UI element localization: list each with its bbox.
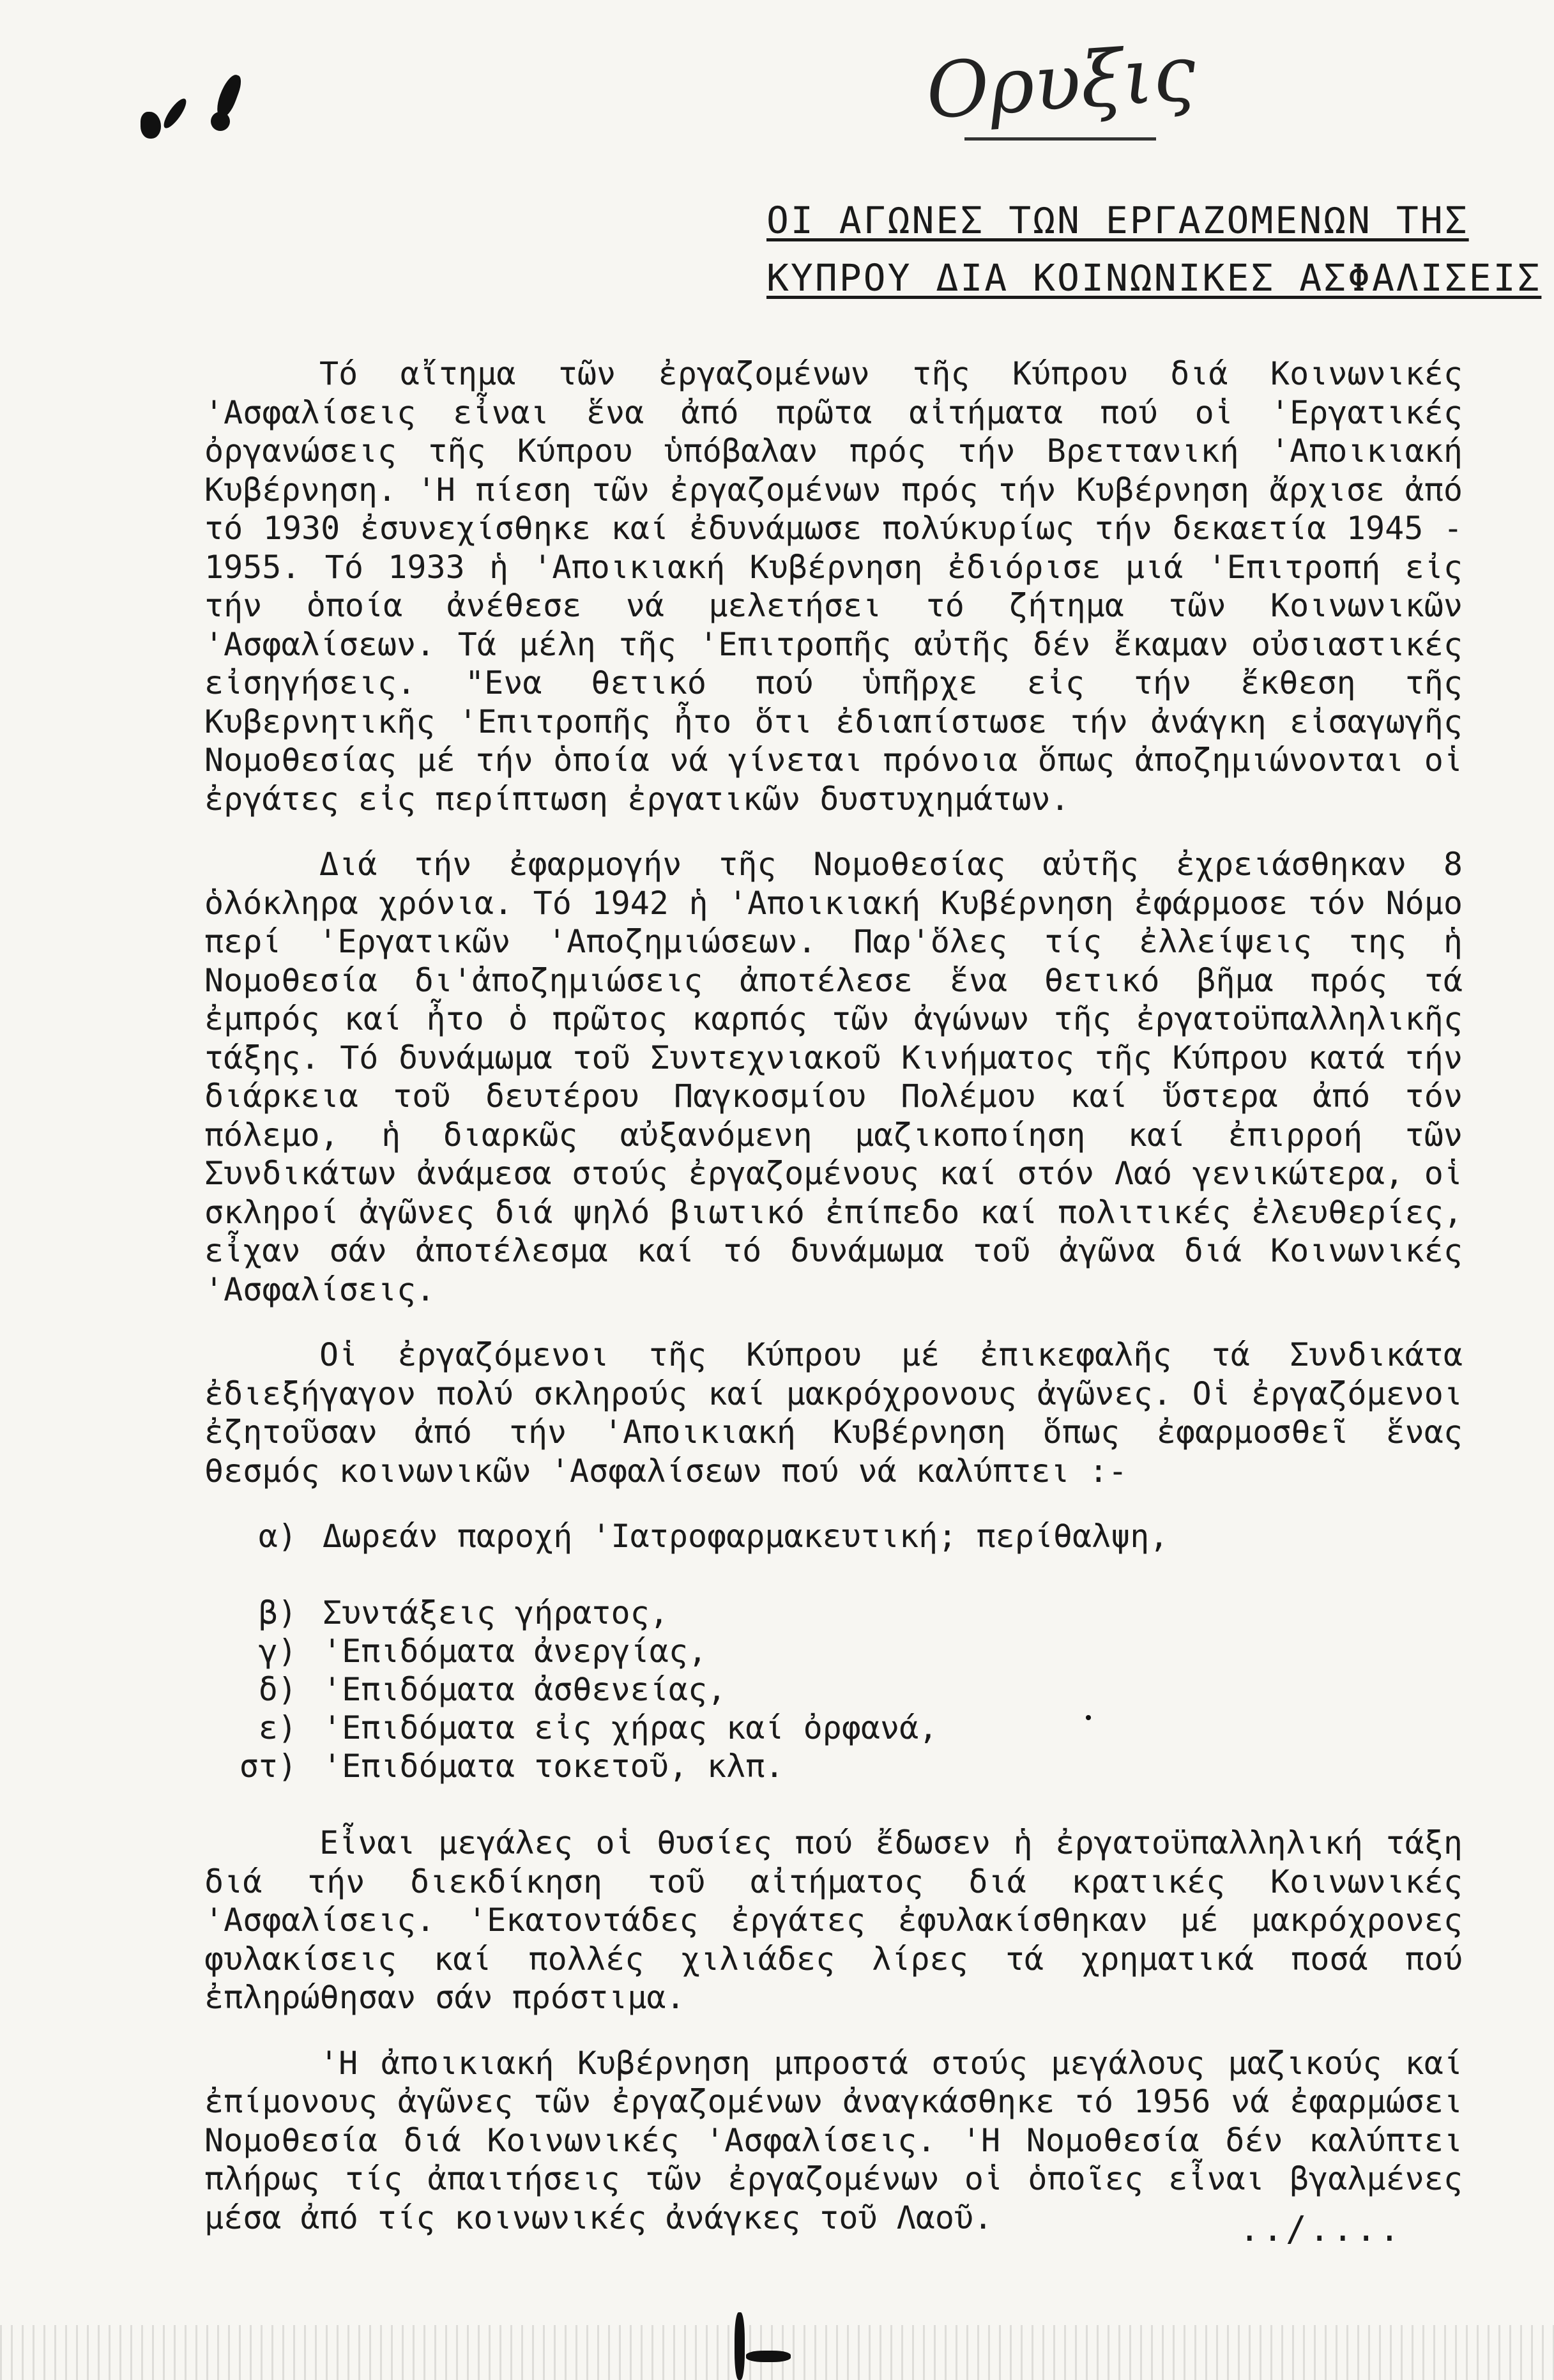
ink-blot bbox=[211, 112, 230, 131]
list-text: Συντάξεις γήρατος, bbox=[323, 1594, 669, 1631]
list-text: 'Επιδόματα ἀνεργίας, bbox=[323, 1633, 708, 1670]
continuation-mark: ../.... bbox=[1239, 2209, 1403, 2249]
paragraph: Τό αἴτημα τῶν ἐργαζομένων τῆς Κύπρου διά Κοινωνικές 'Ασφαλίσεις εἶναι ἕνα ἀπό πρῶτα αἰτήματα πού οἱ 'Εργατικές ὀργανώσεις τῆς Κύπρου ὑπόβαλαν πρός τήν Βρεττανική 'Αποικιακή Κυβέρνηση. 'Η πίεση τῶν ἐργαζομένων πρός τήν Κυβέρνηση ἄρχισε ἀπό τό 1930 ἐσυνεχίσθηκε καί ἐδυνάμωσε πολύκυρίως τήν δεκαετία 1945 - 1955. Τό 1933 ἡ 'Αποικιακή Κυβέρνηση ἐδιόρισε μιά 'Επιτροπή εἰς τήν ὁποία ἀνέθεσε νά μελετήσει τό ζήτημα τῶν Κοινωνικῶν 'Ασφαλίσεων. Τά μέλη τῆς 'Επιτροπῆς αὐτῆς δέν ἔκαμαν οὐσιαστικές εἰσηγήσεις. "Ενα θετικό πού ὑπῆρχε εἰς τήν ἔκθεση τῆς Κυβερνητικῆς 'Επιτροπῆς ἦτο ὅτι ἐδιαπίστωσε τήν ἀνάγκη εἰσαγωγῆς Νομοθεσίας μέ τήν ὁποία νά γίνεται πρόνοια ὅπως ἀποζημιώνονται οἱ ἐργάτες εἰς περίπτωση ἐργατικῶν δυστυχημάτων. bbox=[204, 355, 1463, 818]
paragraph: 'Η ἀποικιακή Κυβέρνηση μπροστά στούς μεγάλους μαζικούς καί ἐπίμονους ἀγῶνες τῶν ἐργαζομένων ἀναγκάσθηκε τό 1956 νά ἐφαρμώσει Νομοθεσία διά Κοινωνικές 'Ασφαλίσεις. 'Η Νομοθεσία δέν καλύπτει πλήρως τίς ἀπαιτήσεις τῶν ἐργαζομένων οἱ ὁποῖες εἶναι βγαλμένες μέσα ἀπό τίς κοινωνικές ἀνάγκες τοῦ Λαοῦ. bbox=[204, 2044, 1463, 2236]
list-item bbox=[204, 1747, 1463, 1785]
binding-mark bbox=[735, 2312, 745, 2380]
paragraph: Οἱ ἐργαζόμενοι τῆς Κύπρου μέ ἐπικεφαλῆς τά Συνδικάτα ἐδιεξήγαγον πολύ σκληρούς καί μακρόχρονους ἀγῶνες. Οἱ ἐργαζόμενοι ἐζητοῦσαν ἀπό τήν 'Αποικιακή Κυβέρνηση ὅπως ἐφαρμοσθεῖ ἕνας θεσμός κοινωνικῶν 'Ασφαλίσεων πού νά καλύπτει :- bbox=[204, 1336, 1463, 1490]
handwritten-note: Ορυξις bbox=[923, 29, 1199, 137]
list-marker: γ) bbox=[258, 1633, 297, 1670]
list-text: 'Επιδόματα εἰς χήρας καί ὀρφανά, bbox=[323, 1709, 938, 1746]
list-text: 'Επιδόματα τοκετοῦ, κλπ. bbox=[323, 1748, 784, 1785]
list-text: Δωρεάν παροχή 'Ιατροφαρμακευτική; περίθαλψη, bbox=[323, 1518, 1169, 1555]
binding-mark bbox=[746, 2351, 791, 2362]
list-item bbox=[204, 1517, 1463, 1555]
list-item bbox=[204, 1709, 1463, 1747]
ink-blot bbox=[141, 112, 161, 139]
paragraph: Εἶναι μεγάλες οἱ θυσίες πού ἔδωσεν ἡ ἐργατοϋπαλληλική τάξη διά τήν διεκδίκηση τοῦ αἰτήματος διά κρατικές Κοινωνικές 'Ασφαλίσεις. 'Εκατοντάδες ἐργάτες ἐφυλακίσθηκαν μέ μακρόχρονες φυλακίσεις καί πολλές χιλιάδες λίρες τά χρηματικά ποσά πού ἐπληρώθησαν σάν πρόστιμα. bbox=[204, 1824, 1463, 2016]
list-marker: ε) bbox=[258, 1709, 297, 1746]
ink-dot bbox=[1086, 1715, 1091, 1720]
list-item bbox=[204, 1594, 1463, 1632]
title-line-2: ΚΥΠΡΟΥ ΔΙΑ ΚΟΙΝΩΝΙΚΕΣ ΑΣΦΑΛΙΣΕΙΣ bbox=[766, 256, 1542, 300]
ink-blot bbox=[160, 96, 190, 131]
list-marker: στ) bbox=[239, 1748, 297, 1785]
list-text: 'Επιδόματα ἀσθενείας, bbox=[323, 1671, 727, 1708]
document-body bbox=[204, 355, 1463, 2264]
handwritten-underline bbox=[964, 137, 1156, 141]
list-item bbox=[204, 1632, 1463, 1670]
paragraph: Διά τήν ἐφαρμογήν τῆς Νομοθεσίας αὐτῆς ἐχρειάσθηκαν 8 ὁλόκληρα χρόνια. Τό 1942 ἡ 'Αποικιακή Κυβέρνηση ἐφάρμοσε τόν Νόμο περί 'Εργατικῶν 'Αποζημιώσεων. Παρ'ὅλες τίς ἐλλείψεις της ἡ Νομοθεσία δι'ἀποζημιώσεις ἀποτέλεσε ἕνα θετικό βῆμα πρός τά ἐμπρός καί ἦτο ὁ πρῶτος καρπός τῶν ἀγώνων τῆς ἐργατοϋπαλληλικῆς τάξης. Τό δυνάμωμα τοῦ Συντεχνιακοῦ Κινήματος τῆς Κύπρου κατά τήν διάρκεια τοῦ δευτέρου Παγκοσμίου Πολέμου καί ὕστερα ἀπό τόν πόλεμο, ἡ διαρκῶς αὐξανόμενη μαζικοποίηση καί ἐπιρροή τῶν Συνδικάτων ἀνάμεσα στούς ἐργαζομένους καί στόν Λαό γενικώτερα, οἱ σκληροί ἀγῶνες διά ψηλό βιωτικό ἐπίπεδο καί πολιτικές ἐλευθερίες, εἶχαν σάν ἀποτέλεσμα καί τό δυνάμωμα τοῦ ἀγῶνα διά Κοινωνικές 'Ασφαλίσεις. bbox=[204, 846, 1463, 1308]
list-marker: δ) bbox=[258, 1671, 297, 1708]
demands-list bbox=[204, 1517, 1463, 1785]
title-line-1: ΟΙ ΑΓΩΝΕΣ ΤΩΝ ΕΡΓΑΖΟΜΕΝΩΝ ΤΗΣ bbox=[766, 199, 1469, 242]
list-marker: β) bbox=[258, 1594, 297, 1631]
document-title bbox=[766, 192, 1542, 307]
list-marker: α) bbox=[258, 1518, 297, 1555]
list-item bbox=[204, 1670, 1463, 1709]
